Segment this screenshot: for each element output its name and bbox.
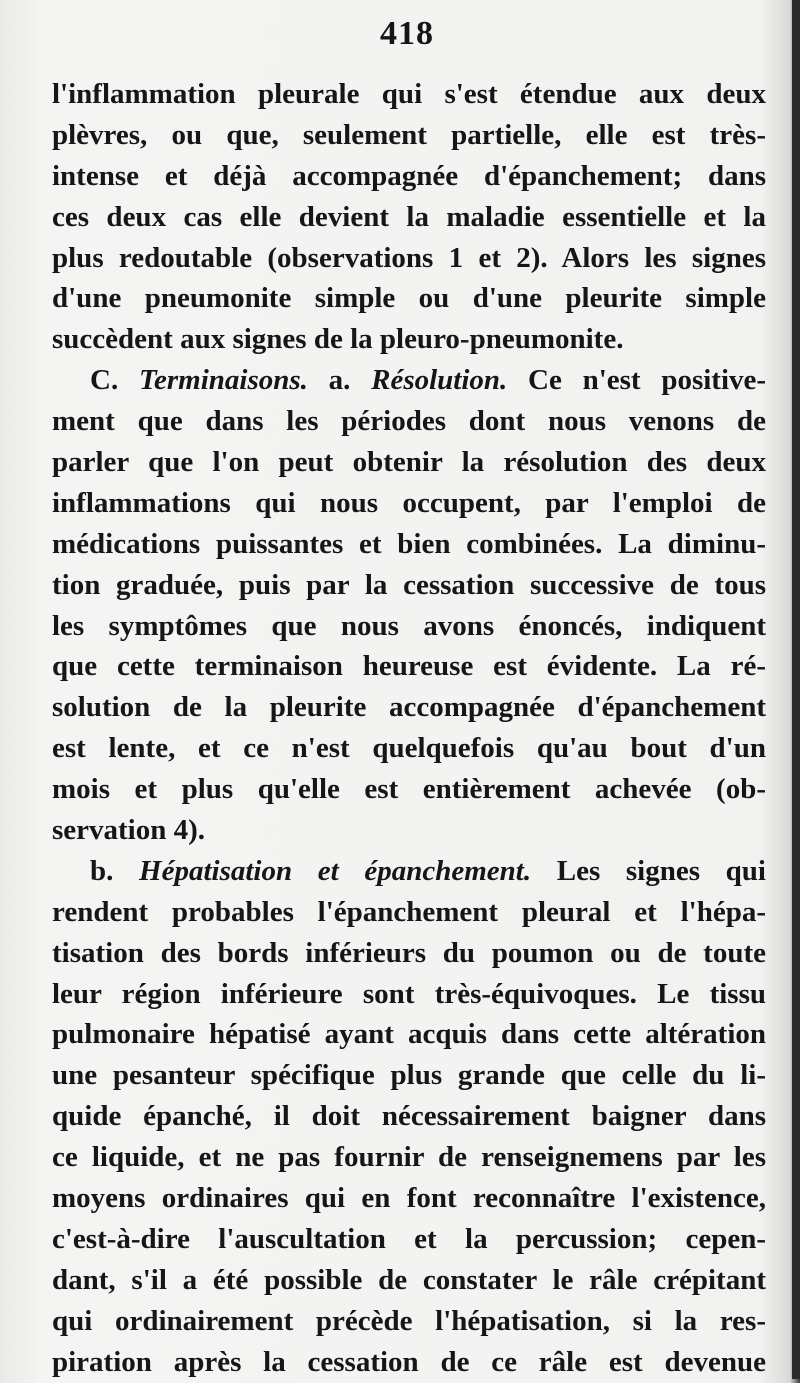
text-line: l'inflammation pleurale qui s'est étendue aux deux xyxy=(52,78,766,110)
text-line: inflammations qui nous occupent, par l'emploi de xyxy=(52,486,766,519)
text-line: est lente, et ce n'est quelquefois qu'au bout d'un xyxy=(52,732,766,765)
text-line: plus redoutable (observations 1 et 2). Alors les signes xyxy=(52,241,766,274)
text-line: les symptômes que nous avons énoncés, indiquent xyxy=(52,609,766,642)
text-line: médications puissantes et bien combinées. La diminu- xyxy=(52,527,766,560)
body-text xyxy=(52,74,766,1383)
subsection-title: Résolution. xyxy=(371,364,508,397)
text-run: Les signes qui xyxy=(556,854,766,887)
text-line: solution de la pleurite accompagnée d'épanchement xyxy=(52,691,766,724)
paragraph-continuation xyxy=(52,74,766,360)
text-line: ment que dans les périodes dont nous venons de xyxy=(52,405,766,438)
subsection-heading-line xyxy=(52,851,766,892)
subsection-title: Hépatisation et épanchement. xyxy=(139,854,532,887)
text-line: piration après la cessation de ce râle est devenue xyxy=(52,1345,766,1378)
text-line: mois et plus qu'elle est entièrement achevée (ob- xyxy=(52,773,766,806)
section-letter: C. xyxy=(90,364,119,397)
page-edge-shadow xyxy=(792,0,800,1379)
text-run: Ce n'est positive- xyxy=(528,364,766,397)
text-line: que cette terminaison heureuse est évidente. La ré- xyxy=(52,650,766,683)
text-line: succèdent aux signes de la pleuro-pneumonite. xyxy=(52,323,624,356)
text-line: quide épanché, il doit nécessairement baigner dans xyxy=(52,1100,766,1133)
section-title: Terminaisons. xyxy=(138,364,308,397)
text-line: intense et déjà accompagnée d'épanchement; dans xyxy=(52,159,766,192)
text-line: servation 4). xyxy=(52,814,206,847)
text-line: parler que l'on peut obtenir la résolution des deux xyxy=(52,446,766,479)
page-number: 418 xyxy=(380,15,434,52)
text-line: pulmonaire hépatisé ayant acquis dans cette altération xyxy=(52,1018,766,1051)
text-line: tion graduée, puis par la cessation successive de tous xyxy=(52,568,766,601)
subsection-letter: b. xyxy=(90,854,114,887)
text-line: rendent probables l'épanchement pleural et l'hépa- xyxy=(52,895,766,928)
text-line: moyens ordinaires qui en font reconnaître l'existence, xyxy=(52,1182,766,1215)
text-line: une pesanteur spécifique plus grande que celle du li- xyxy=(52,1059,766,1092)
text-line: tisation des bords inférieurs du poumon ou de toute xyxy=(52,936,766,969)
text-line: d'une pneumonite simple ou d'une pleurite simple xyxy=(52,282,766,315)
text-line: c'est-à-dire l'auscultation et la percussion; cepen- xyxy=(52,1222,766,1255)
book-page xyxy=(52,14,766,1378)
paragraph-terminaisons xyxy=(52,360,766,851)
text-line: leur région inférieure sont très-équivoques. Le tissu xyxy=(52,977,766,1010)
text-line: qui ordinairement précède l'hépatisation, si la res- xyxy=(52,1304,766,1337)
text-line: plèvres, ou que, seulement partielle, elle est très- xyxy=(52,118,766,151)
text-line: ce liquide, et ne pas fournir de renseignemens par les xyxy=(52,1141,766,1174)
subsection-letter: a. xyxy=(328,364,351,397)
section-heading-line xyxy=(52,360,766,401)
text-line: dant, s'il a été possible de constater le râle crépitant xyxy=(52,1263,766,1296)
text-line: ces deux cas elle devient la maladie essentielle et la xyxy=(52,200,766,233)
paragraph-hepatisation xyxy=(52,851,766,1383)
